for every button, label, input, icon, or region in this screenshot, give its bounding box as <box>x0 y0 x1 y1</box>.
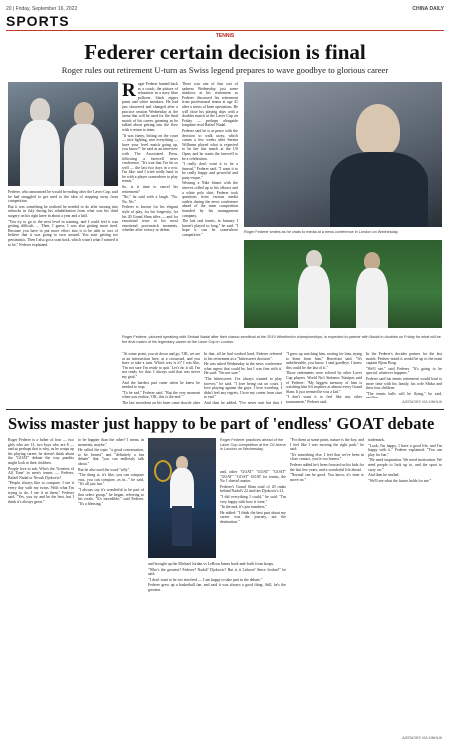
bottom-col-2: to be happier than the other? I mean, in moments, maybe." He called the topic "a good conversation, to be honest" and "definitely a fun debate" that "you can endlessly talk about." But he also used the word "silly". "The thing is, it's like, you can compare eras, you can compare, as in..." he said, "It's all just fun." "I always say it's wonderful to be part of that select group," he began, referring to his rivals. "It's incredible," said Federer. "It's a blessing." <box>78 438 144 506</box>
top-deck: Roger rules out retirement U-turn as Swiss legend prepares to wave goodbye to glorious career <box>61 65 389 75</box>
caption-portrait: Roger Federer smiles as he chats to media at a news conference in London on Wednesday. <box>244 230 399 234</box>
photo-federer-portrait <box>244 82 442 227</box>
page-info: 20 | Friday, September 16, 2022 <box>6 6 78 12</box>
paper-name: CHINA DAILY <box>412 6 444 12</box>
drop-cap: R <box>122 82 136 101</box>
top-col-1: Roger Federer hunted back as a coach, the picture of relaxation in a navy blue pullover, black zipper pants and white sneakers. He had just showered and changed after a practice session Wednesday at the arena that will be used for the final match of his career, grinning as he talked about getting into the flow with a return to team. "It was funny, hitting on the court — nice lighting, nice everything — have your level match going up, you know?" he said in an interview with The Associated Press, following a farewell news conference. "It's true that I've hit so well — the last two days in a row. I'm like: and I tried really hard to be with a player somewhere to play tennis." So, is it time to cancel his retirement? "No," he said with a laugh. "No. No. No." Federer is known for his elegant style of play, for his longevity, for his 20 Grand Slam titles — and for emotional tears to his most emotional post-match moments, whether after victory or defeat. <box>122 82 178 233</box>
top-col-2: There was one of that sort of sadness Wednesday, just some shadows at his retirement as Federer discussed his retirement from professional tennis at age 41 after a series of knee operations. He will close his playing days with a doubles match at the Laver Cup on Friday — perhaps alongside longtime rival Rafael Nadal. Federer said he is at peace with the decision to walk away, which comes a few weeks after Serena Williams played what is expected to be her last match at the US Open, and he wants the farewell to be a celebration. "I really don't want it to be a funeral," Federer said. "I want it to be really happy and powerful and party-esque." Wearing a Nike blazer with the sleeves rolled up to his elbows and a white polo shirt, Federer took questions from various media outlets during the news conference ahead of the team competition founded by his management company. The last real tennis, in January I haven't played so long," he said. "I hope it can be somewhere competitive." <box>182 82 238 237</box>
bottom-headline: Swiss master just happy to be part of 'endless' GOAT debate <box>8 414 435 433</box>
top-col-3: Federer, who announced he would be ending after the Laver Cup, said he had struggled to get used to the idea of stepping away from competition. But it was something he realized he needed to do after turning into setbacks in July during his rehabilitation from what was his third surgery on his right knee in about a year and a half. "You try to go to the next level in training, and I could feel it was getting difficult. ... Then, I guess, I was also getting more tired. Because you have to put more effort into it to be able to sort of believe that it was going to turn around. You start getting too pessimistic. Then I also got a scan back, which wasn't what I wanted it to be," Federer explained. <box>8 190 118 247</box>
section-title: SPORTS <box>6 13 70 29</box>
section-rule <box>6 30 444 31</box>
bottom-col-1: Roger Federer is a father of four — two girls who are 13, two boys who are 8 — and so perhaps that is why, as he wraps up his playing career, he doesn't think about the "GOAT" debate the way pundits might look at their children. People love to ask: Who's the 'Greatest of All Time' in men's tennis — Federer, Rafael Nadal or Novak Djokovic? "People always like to compare. I see it every day with my twins. With what I'm trying to do, I see it in them," Federer said. "Yes, you try and be the best, but I think it's always great." <box>8 438 74 504</box>
photo-practice <box>148 438 216 558</box>
story-divider <box>6 409 444 410</box>
top-col-5: In that, all he had worked hard, Federer referred to his retirement as a "bittersweet decision". He was asked Wednesday at the news conference what aspect that could be, but I was fine with it. He said: "I'm not sure." "The bittersweet: I've always wanted to play forever," he said. "I love being out on court. I love playing against the guys. I love traveling. I didn't feel any regrets. I love my career from start to end." And then he added, "I've never quit but that I <box>204 352 282 404</box>
bottom-col-4: and, other "GOAT" "GOAT" "GOAT" "GOAT" "GOAT" GOAT for tennis, the No 1 doesn't matter. Federer's Grand Slam total of 20 ranks behind Nadal's 22 and ties Djokovic's 21. "I did everything I could," he said. "I'm very happy with how it went." "In the end, it's just numbers." He added: "I think the best part about my career was the journey, not the destination." <box>220 470 286 524</box>
top-byline: AGENCIES VIA XINHUA <box>402 400 442 404</box>
photo-wimbledon <box>244 240 442 328</box>
story-kicker: TENNIS <box>215 33 235 39</box>
photo-federer-nadal <box>8 82 118 186</box>
bottom-col-5: "For them at some point, nature is the key, and I feel like I was moving the right path," he said. "It's something else, I feel that we've been in close contact, you're too honest." Federer added he's been focused on his kids for the last few years, and a wonderful life ahead. "Normal can be good. You know, it's time to move on." <box>290 438 364 482</box>
top-col-7: In the Federer's decides partner for the last match, Federer noted it would be up to the team captain Bjorn Borg. "We'll see," said Federer. "It's going to be special, whatever happens." Federer said his tennis retirement would lead to more time with his family, his wife Mirka and their four children. "The tennis balls will be flying," he said, <box>366 352 442 396</box>
bottom-col-6: trademark. "Look, I'm happy, I have a good life, and I'm happy with it," Federer explained. "You can play for fun." "We need inspiration. We need motivation. We need people to look up to, and the sport to carry on." And then he smiled. "We'll see what the future holds for me." <box>368 438 442 483</box>
caption-wimbledon: Roger Federer, pictured speaking with Sinbad Nadal after their classic semifinal at the 2019 Wimbledon championships, is expected to partner with Nadal in doubles on Friday for what will be the final match of his legendary career at the Laver Cup in London. <box>122 335 441 344</box>
top-col-6: "I grew up watching him, rooting for him, trying to learn from him," Berrettini said. "It's unbelievable, you know. I said goodbye. I knew this could be the last of it." Those sentiments were echoed by other Laver Cup players. World No1 Stefanos Tsitsipas said of Federer: "My biggest memory of him is watching him lift trophies at almost every Grand Slam. It just seemed he was a kid." "I don't want it to feel like any other tournament," Federer said. <box>286 352 362 404</box>
bottom-byline: AGENCIES VIA XINHUA <box>402 736 442 740</box>
page-header <box>6 4 444 14</box>
bottom-col-3: and brought up the Michael Jordan vs LeBron James back-and-forth from hoops. "Who's the greatest? Federer? Nadal? Djokovic? But is it Lebron? Since Jordan?" he said. "I don't want to be too involved — I am happy to take part in the debate." Federer grew up a basketball fan, and said it was always a good thing. Still, he's the greatest. <box>148 562 286 592</box>
caption-practice: Roger Federer practices ahead of the Laver Cup competition at the O2 Arena in London on Wednesday. <box>220 438 286 452</box>
top-headline: Federer certain decision is final <box>84 40 366 64</box>
top-col-4: "At some point, you sit down and go, 'OK, we are at an intersection here, at a crossroad, and you have to take a turn. Which way is it?' I was like, 'I'm not sure I'm ready to quit.' Let's do it all. I'm not ready for that. I always said that was never my goal." And the hardest part came when he knew he needed to stop. "To be sad," Federer said. "But the very moment when you realize, 'OK, this is the end.'" The last precedent on his knee came shortly after <box>122 352 200 404</box>
